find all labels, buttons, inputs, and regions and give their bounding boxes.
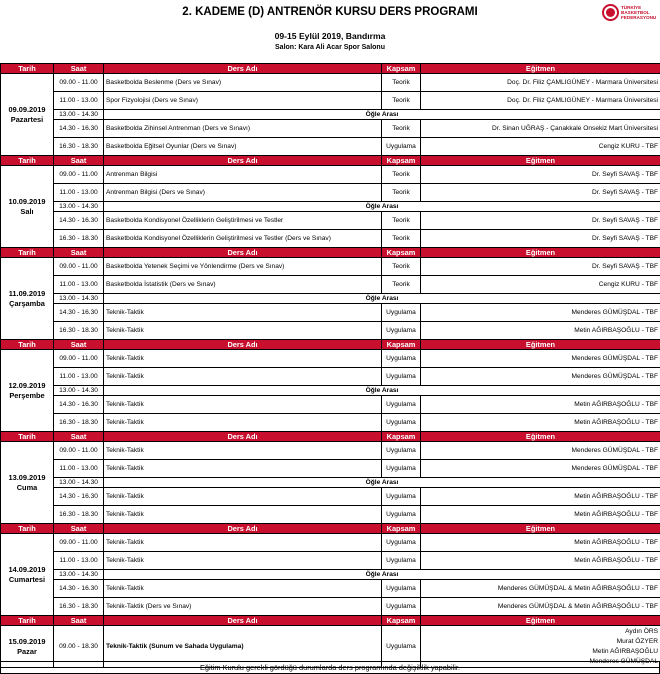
table-row: [1, 184, 660, 202]
scope-cell: Teorik: [382, 120, 421, 138]
day-header-row: [1, 524, 660, 534]
column-header-course: Ders Adı: [104, 432, 382, 442]
course-cell: Antrenman Bilgisi: [104, 166, 382, 184]
instructor-cell: Doç. Dr. Filiz ÇAMLIGÜNEY - Marmara Üniversitesi: [421, 74, 660, 92]
table-row: [1, 552, 660, 570]
scope-cell: Teorik: [382, 212, 421, 230]
column-header-course: Ders Adı: [104, 524, 382, 534]
time-cell: 13.00 - 14.30: [54, 294, 104, 304]
instructor-name: Menderes GÜMÜŞDAL: [589, 657, 658, 665]
table-row: [1, 92, 660, 110]
day-header-row: [1, 616, 660, 626]
table-row: [1, 396, 660, 414]
time-cell: 14.30 - 16.30: [54, 212, 104, 230]
day-date-cell: [1, 442, 54, 524]
day-date: 14.09.2019: [8, 564, 46, 574]
time-cell: 09.00 - 11.00: [54, 166, 104, 184]
day-header-row: [1, 432, 660, 442]
course-cell: Teknik-Taktik: [104, 304, 382, 322]
time-cell: 13.00 - 14.30: [54, 570, 104, 580]
column-header-course: Ders Adı: [104, 340, 382, 350]
scope-cell: Uygulama: [382, 304, 421, 322]
scope-cell: Uygulama: [382, 626, 421, 668]
course-cell: Teknik-Taktik (Sunum ve Sahada Uygulama): [104, 626, 382, 668]
column-header-course: Ders Adı: [104, 64, 382, 74]
time-cell: 11.00 - 13.00: [54, 184, 104, 202]
course-cell: Basketbolda Kondisyonel Özelliklerin Geliştirilmesi ve Testler (Ders ve Sınav): [104, 230, 382, 248]
lunch-row: [1, 478, 660, 488]
table-row: [1, 212, 660, 230]
column-header-instructor: Eğitmen: [421, 432, 660, 442]
table-row: [1, 304, 660, 322]
instructor-cell: Dr. Sinan UĞRAŞ - Çanakkale Onsekiz Mart Üniversitesi: [421, 120, 660, 138]
scope-cell: Uygulama: [382, 368, 421, 386]
time-cell: 13.00 - 14.30: [54, 110, 104, 120]
table-row: [1, 74, 660, 92]
day-header-row: [1, 156, 660, 166]
time-cell: 09.00 - 11.00: [54, 350, 104, 368]
course-cell: Basketbolda İstatistik (Ders ve Sınav): [104, 276, 382, 294]
federation-logo: [602, 3, 657, 23]
time-cell: 16.30 - 18.30: [54, 322, 104, 340]
lunch-row: [1, 386, 660, 396]
instructor-cell: Menderes GÜMÜŞDAL - TBF: [421, 442, 660, 460]
instructor-name: Aydın ÖRS: [625, 627, 658, 635]
time-cell: 11.00 - 13.00: [54, 368, 104, 386]
column-header-instructor: Eğitmen: [421, 248, 660, 258]
instructor-cell: Doç. Dr. Filiz ÇAMLIGÜNEY - Marmara Üniversitesi: [421, 92, 660, 110]
instructor-cell: Dr. Seyfi SAVAŞ - TBF: [421, 230, 660, 248]
scope-cell: Teorik: [382, 166, 421, 184]
time-cell: 09.00 - 18.30: [54, 626, 104, 668]
scope-cell: Uygulama: [382, 534, 421, 552]
column-header-scope: Kapsam: [382, 524, 421, 534]
column-header-instructor: Eğitmen: [421, 340, 660, 350]
time-cell: 09.00 - 11.00: [54, 534, 104, 552]
column-header-course: Ders Adı: [104, 616, 382, 626]
column-header-time: Saat: [54, 524, 104, 534]
logo-text: TÜRKİYE BASKETBOL FEDERASYONU: [621, 5, 657, 20]
instructor-cell: Metin AĞIRBAŞOĞLU - TBF: [421, 396, 660, 414]
time-cell: 16.30 - 18.30: [54, 598, 104, 616]
table-row: [1, 442, 660, 460]
course-cell: Teknik-Taktik: [104, 506, 382, 524]
time-cell: 14.30 - 16.30: [54, 488, 104, 506]
lunch-break-cell: Öğle Arası: [104, 570, 660, 580]
column-header-instructor: Eğitmen: [421, 524, 660, 534]
basketball-logo-icon: [602, 4, 619, 21]
time-cell: 14.30 - 16.30: [54, 580, 104, 598]
course-cell: Teknik-Taktik: [104, 396, 382, 414]
date-place: 09-15 Eylül 2019, Bandırma: [274, 31, 386, 41]
instructor-cell: Menderes GÜMÜŞDAL - TBF: [421, 350, 660, 368]
course-cell: Teknik-Taktik: [104, 350, 382, 368]
instructor-cell: Cengiz KURU - TBF: [421, 138, 660, 156]
column-header-date: Tarih: [1, 156, 54, 166]
venue: Salon: Kara Ali Acar Spor Salonu: [275, 44, 385, 51]
instructor-cell: Metin AĞIRBAŞOĞLU - TBF: [421, 552, 660, 570]
column-header-course: Ders Adı: [104, 156, 382, 166]
table-row: [1, 598, 660, 616]
instructor-cell: Menderes GÜMÜŞDAL - TBF: [421, 368, 660, 386]
column-header-time: Saat: [54, 248, 104, 258]
column-header-time: Saat: [54, 432, 104, 442]
course-cell: Basketbolda Beslenme (Ders ve Sınav): [104, 74, 382, 92]
table-row: [1, 506, 660, 524]
time-cell: 13.00 - 14.30: [54, 202, 104, 212]
course-cell: Basketbolda Zihinsel Antrenman (Ders ve Sınavı): [104, 120, 382, 138]
instructor-cell: Dr. Seyfi SAVAŞ - TBF: [421, 184, 660, 202]
scope-cell: Uygulama: [382, 488, 421, 506]
lunch-row: [1, 202, 660, 212]
table-row: [1, 230, 660, 248]
column-header-instructor: Eğitmen: [421, 156, 660, 166]
time-cell: 16.30 - 18.30: [54, 230, 104, 248]
time-cell: 09.00 - 11.00: [54, 258, 104, 276]
day-date: 10.09.2019: [8, 196, 46, 206]
table-row: [1, 460, 660, 478]
column-header-course: Ders Adı: [104, 248, 382, 258]
column-header-scope: Kapsam: [382, 432, 421, 442]
footer-note: Eğitim Kurulu gerekli gördüğü durumlarda ders programında değişiklik yapabilir.: [0, 661, 660, 674]
day-name: Pazar: [17, 646, 37, 656]
day-date-cell: [1, 258, 54, 340]
scope-cell: Uygulama: [382, 442, 421, 460]
day-header-row: [1, 64, 660, 74]
course-cell: Teknik-Taktik: [104, 442, 382, 460]
scope-cell: Uygulama: [382, 138, 421, 156]
instructor-name: Metin AĞIRBAŞOĞLU: [592, 647, 658, 655]
time-cell: 14.30 - 16.30: [54, 304, 104, 322]
day-date: 11.09.2019: [8, 288, 46, 298]
instructor-cell: Dr. Seyfi SAVAŞ - TBF: [421, 258, 660, 276]
day-name: Salı: [20, 206, 34, 216]
scope-cell: Uygulama: [382, 350, 421, 368]
instructor-cell: Dr. Seyfi SAVAŞ - TBF: [421, 166, 660, 184]
day-date-cell: [1, 166, 54, 248]
column-header-instructor: Eğitmen: [421, 64, 660, 74]
lunch-row: [1, 110, 660, 120]
column-header-scope: Kapsam: [382, 248, 421, 258]
column-header-scope: Kapsam: [382, 156, 421, 166]
course-cell: Teknik-Taktik: [104, 460, 382, 478]
scope-cell: Teorik: [382, 258, 421, 276]
time-cell: 13.00 - 14.30: [54, 386, 104, 396]
time-cell: 13.00 - 14.30: [54, 478, 104, 488]
table-row: [1, 258, 660, 276]
column-header-scope: Kapsam: [382, 340, 421, 350]
course-cell: Basketbolda Kondisyonel Özelliklerin Geliştirilmesi ve Testler: [104, 212, 382, 230]
table-row: [1, 166, 660, 184]
time-cell: 16.30 - 18.30: [54, 414, 104, 432]
scope-cell: Uygulama: [382, 322, 421, 340]
course-cell: Teknik-Taktik: [104, 414, 382, 432]
scope-cell: Teorik: [382, 74, 421, 92]
column-header-time: Saat: [54, 64, 104, 74]
day-name: Pazartesi: [10, 114, 44, 124]
scope-cell: Uygulama: [382, 580, 421, 598]
scope-cell: Uygulama: [382, 552, 421, 570]
scope-cell: Uygulama: [382, 460, 421, 478]
scope-cell: Teorik: [382, 230, 421, 248]
lunch-break-cell: Öğle Arası: [104, 202, 660, 212]
course-cell: Spor Fizyolojisi (Ders ve Sınav): [104, 92, 382, 110]
time-cell: 11.00 - 13.00: [54, 92, 104, 110]
lunch-break-cell: Öğle Arası: [104, 478, 660, 488]
day-date: 15.09.2019: [8, 636, 46, 646]
course-cell: Teknik-Taktik: [104, 580, 382, 598]
day-date: 13.09.2019: [8, 472, 46, 482]
instructor-cell: Metin AĞIRBAŞOĞLU - TBF: [421, 506, 660, 524]
day-header-row: [1, 248, 660, 258]
time-cell: 09.00 - 11.00: [54, 74, 104, 92]
instructor-cell: Menderes GÜMÜŞDAL & Metin AĞIRBAŞOĞLU - TBF: [421, 580, 660, 598]
column-header-time: Saat: [54, 340, 104, 350]
time-cell: 11.00 - 13.00: [54, 552, 104, 570]
time-cell: 14.30 - 16.30: [54, 396, 104, 414]
table-row: [1, 368, 660, 386]
instructor-cell: Dr. Seyfi SAVAŞ - TBF: [421, 212, 660, 230]
table-row: [1, 350, 660, 368]
course-cell: Teknik-Taktik: [104, 368, 382, 386]
instructor-cell: Metin AĞIRBAŞOĞLU - TBF: [421, 322, 660, 340]
time-cell: 16.30 - 18.30: [54, 138, 104, 156]
table-row: [1, 534, 660, 552]
lunch-row: [1, 294, 660, 304]
course-cell: Basketbolda Yetenek Seçimi ve Yönlendirme (Ders ve Sınav): [104, 258, 382, 276]
day-name: Cuma: [16, 482, 38, 492]
course-cell: Teknik-Taktik (Ders ve Sınav): [104, 598, 382, 616]
table-row: [1, 414, 660, 432]
day-name: Perşembe: [9, 390, 45, 400]
lunch-break-cell: Öğle Arası: [104, 294, 660, 304]
instructor-cell: Metin AĞIRBAŞOĞLU - TBF: [421, 488, 660, 506]
column-header-date: Tarih: [1, 248, 54, 258]
course-cell: Teknik-Taktik: [104, 488, 382, 506]
course-cell: Basketbolda Eğitsel Oyunlar (Ders ve Sınav): [104, 138, 382, 156]
scope-cell: Uygulama: [382, 414, 421, 432]
course-cell: Teknik-Taktik: [104, 534, 382, 552]
instructor-name: Murat ÖZYER: [616, 637, 658, 645]
column-header-date: Tarih: [1, 432, 54, 442]
instructor-cell: Menderes GÜMÜŞDAL - TBF: [421, 304, 660, 322]
column-header-date: Tarih: [1, 64, 54, 74]
scope-cell: Uygulama: [382, 396, 421, 414]
table-row: [1, 488, 660, 506]
table-row: [1, 322, 660, 340]
column-header-scope: Kapsam: [382, 616, 421, 626]
page-title: 2. KADEME (D) ANTRENÖR KURSU DERS PROGRAMI: [182, 6, 478, 18]
time-cell: 16.30 - 18.30: [54, 506, 104, 524]
day-header-row: [1, 340, 660, 350]
scope-cell: Teorik: [382, 276, 421, 294]
time-cell: 09.00 - 11.00: [54, 442, 104, 460]
scope-cell: Teorik: [382, 92, 421, 110]
lunch-break-cell: Öğle Arası: [104, 386, 660, 396]
instructor-cell: Metin AĞIRBAŞOĞLU - TBF: [421, 534, 660, 552]
table-row: [1, 120, 660, 138]
lunch-break-cell: Öğle Arası: [104, 110, 660, 120]
scope-cell: Uygulama: [382, 598, 421, 616]
column-header-date: Tarih: [1, 524, 54, 534]
instructor-cell: Metin AĞIRBAŞOĞLU - TBF: [421, 414, 660, 432]
column-header-date: Tarih: [1, 340, 54, 350]
table-row: [1, 138, 660, 156]
day-date: 12.09.2019: [8, 380, 46, 390]
lunch-row: [1, 570, 660, 580]
table-row: [1, 580, 660, 598]
day-date: 09.09.2019: [8, 104, 46, 114]
column-header-time: Saat: [54, 156, 104, 166]
course-cell: Antrenman Bilgisi (Ders ve Sınav): [104, 184, 382, 202]
schedule-table: [0, 63, 660, 668]
instructor-cell: Menderes GÜMÜŞDAL & Metin AĞIRBAŞOĞLU - TBF: [421, 598, 660, 616]
day-date-cell: [1, 350, 54, 432]
scope-cell: Uygulama: [382, 506, 421, 524]
day-date-cell: [1, 74, 54, 156]
time-cell: 14.30 - 16.30: [54, 120, 104, 138]
table-row: [1, 276, 660, 294]
course-cell: Teknik-Taktik: [104, 552, 382, 570]
column-header-instructor: Eğitmen: [421, 616, 660, 626]
scope-cell: Teorik: [382, 184, 421, 202]
instructor-cell: Menderes GÜMÜŞDAL - TBF: [421, 460, 660, 478]
column-header-scope: Kapsam: [382, 64, 421, 74]
time-cell: 11.00 - 13.00: [54, 460, 104, 478]
instructor-cell: Cengiz KURU - TBF: [421, 276, 660, 294]
day-name: Çarşamba: [9, 298, 45, 308]
column-header-date: Tarih: [1, 616, 54, 626]
day-name: Cumartesi: [8, 574, 46, 584]
column-header-time: Saat: [54, 616, 104, 626]
day-date-cell: [1, 534, 54, 616]
time-cell: 11.00 - 13.00: [54, 276, 104, 294]
course-cell: Teknik-Taktik: [104, 322, 382, 340]
